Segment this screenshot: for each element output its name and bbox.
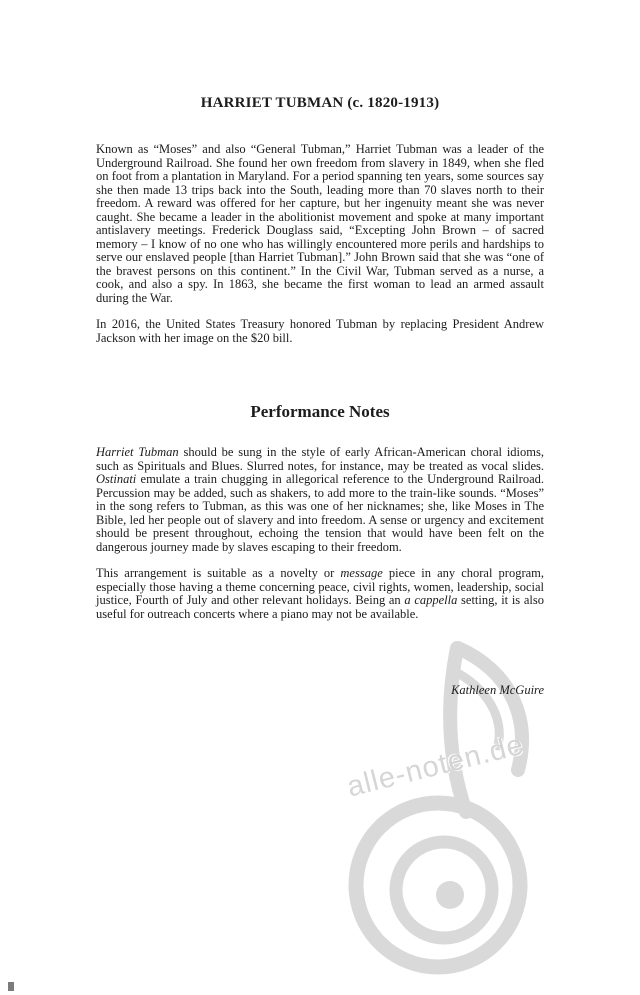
text-column <box>96 0 544 698</box>
document-title: HARRIET TUBMAN (c. 1820-1913) <box>200 95 440 111</box>
author-attribution: Kathleen McGuire <box>451 683 544 697</box>
scan-artifact <box>8 982 14 991</box>
watermark-note-head <box>436 881 464 909</box>
intro-paragraph-1: Known as “Moses” and also “General Tubman,” Harriet Tubman was a leader of the Underground Railroad. She found her own freedom from slavery in 1849, when she fled on foot from a plantation in Maryland. For a period spanning ten years, some sources say she then made 13 trips back into the South, leading more than 70 slaves north to their freedom. A reward was offered for her capture, but her ingenuity meant she was never caught. She became a leader in the abolitionist movement and spoke at many important antislavery meetings. Frederick Douglass said, “Excepting John Brown – of sacred memory – I know of no one who has willingly encountered more perils and hardships to serve our enslaved people [than Harriet Tubman].” John Brown said that she was “one of the bravest persons on this continent.” In the Civil War, Tubman served as a nurse, a cook, and also a spy. In 1863, she became the first woman to lead an armed assault during the War. <box>96 142 544 305</box>
performance-notes-heading: Performance Notes <box>250 402 390 421</box>
notes-paragraph-2: This arrangement is suitable as a novelty or message piece in any choral program, especially those having a theme concerning peace, civil rights, women, leadership, social justice, Fourth of July and other relevant holidays. Being an a cappella setting, it is also useful for outreach concerts where a piano may not be available. <box>96 566 544 621</box>
notes-paragraph-1: Harriet Tubman should be sung in the style of early African-American choral idioms, such as Spirituals and Blues. Slurred notes, for instance, may be treated as vocal slides. Ostinati emulate a train chugging in allegorical reference to the Underground Railroad. Percussion may be added, such as shakers, to add more to the train-like sounds. “Moses” in the song refers to Tubman, as this was one of her nicknames; she, like Moses in The Bible, led her people out of slavery and into freedom. A sense or urgency and excitement should be present throughout, echoing the tension that would have been felt on the dangerous journey made by slaves escaping to their freedom. <box>96 445 544 554</box>
intro-paragraph-2: In 2016, the United States Treasury honored Tubman by replacing President Andrew Jackson with her image on the $20 bill. <box>96 317 544 345</box>
watermark-text: alle-noten.de <box>344 728 528 804</box>
